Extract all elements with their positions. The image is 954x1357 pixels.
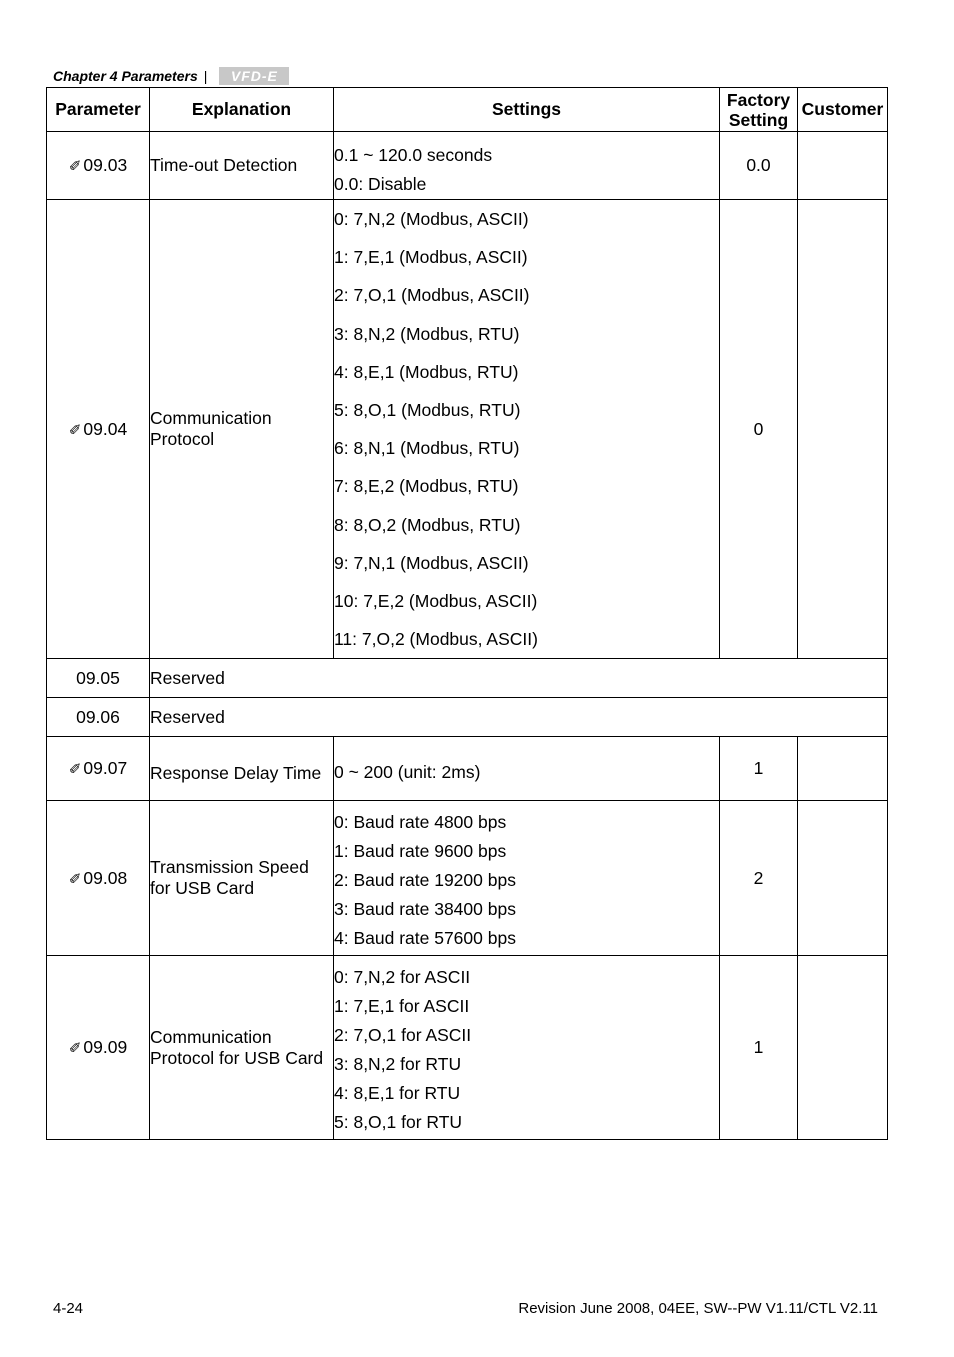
explanation-cell: Transmission Speed for USB Card	[150, 801, 334, 956]
setting-option: 1: Baud rate 9600 bps	[334, 840, 507, 861]
factory-setting-cell: 0	[720, 200, 798, 659]
setting-option: 2: Baud rate 19200 bps	[334, 869, 516, 890]
parameter-code: 09.03	[83, 155, 128, 175]
setting-option: 0.1 ~ 120.0 seconds	[334, 144, 493, 165]
setting-option: 1: 7,E,1 for ASCII	[334, 995, 470, 1016]
header-separator: |	[203, 68, 208, 84]
table-row	[47, 659, 888, 698]
table-row	[47, 698, 888, 737]
settings-cell	[334, 956, 720, 1140]
parameter-cell	[47, 132, 150, 200]
pen-icon: ✐	[68, 1040, 82, 1058]
setting-option: 4: Baud rate 57600 bps	[334, 927, 516, 948]
settings-cell	[334, 737, 720, 801]
setting-option: 0: 7,N,2 (Modbus, ASCII)	[334, 209, 529, 229]
table-row	[47, 132, 888, 200]
table-body	[47, 132, 888, 1140]
parameter-cell	[47, 737, 150, 801]
factory-setting-cell: 2	[720, 801, 798, 956]
explanation-cell: Response Delay Time	[150, 737, 334, 801]
customer-cell[interactable]	[798, 801, 888, 956]
setting-option: 5: 8,O,1 (Modbus, RTU)	[334, 400, 521, 421]
table-header-row	[47, 88, 888, 132]
setting-option: 3: 8,N,2 (Modbus, RTU)	[334, 323, 520, 344]
column-header-parameter: Parameter	[47, 88, 150, 132]
parameter-cell	[47, 956, 150, 1140]
setting-option: 10: 7,E,2 (Modbus, ASCII)	[334, 591, 538, 612]
setting-option: 4: 8,E,1 (Modbus, RTU)	[334, 361, 519, 382]
setting-option: 3: 8,N,2 for RTU	[334, 1053, 462, 1074]
setting-option: 0.0: Disable	[334, 173, 427, 194]
factory-setting-cell: 1	[720, 956, 798, 1140]
explanation-cell: Reserved	[150, 698, 888, 737]
chapter-title: Chapter 4 Parameters	[53, 68, 198, 84]
pen-icon: ✐	[68, 870, 82, 888]
setting-option: 9: 7,N,1 (Modbus, ASCII)	[334, 552, 529, 573]
factory-setting-cell: 1	[720, 737, 798, 801]
setting-option: 3: Baud rate 38400 bps	[334, 898, 516, 919]
setting-option: 2: 7,O,1 for ASCII	[334, 1024, 472, 1045]
parameter-code: 09.04	[83, 418, 128, 439]
table-row	[47, 737, 888, 801]
parameter-code: 09.05	[76, 667, 120, 688]
parameter-code: 09.08	[83, 867, 128, 888]
table-row	[47, 200, 888, 659]
setting-option: 1: 7,E,1 (Modbus, ASCII)	[334, 247, 528, 268]
table-row	[47, 956, 888, 1140]
parameter-cell	[47, 801, 150, 956]
setting-option: 2: 7,O,1 (Modbus, ASCII)	[334, 285, 530, 306]
parameter-code: 09.09	[83, 1037, 128, 1058]
settings-cell	[334, 200, 720, 659]
setting-option: 8: 8,O,2 (Modbus, RTU)	[334, 514, 521, 535]
setting-option: 11: 7,O,2 (Modbus, ASCII)	[334, 629, 538, 650]
settings-cell	[334, 132, 720, 200]
explanation-cell: Time-out Detection	[150, 132, 334, 200]
column-header-factory-setting: Factory Setting	[720, 88, 798, 132]
explanation-cell: Communication Protocol	[150, 200, 334, 659]
settings-cell	[334, 801, 720, 956]
setting-option: 7: 8,E,2 (Modbus, RTU)	[334, 476, 519, 497]
customer-cell[interactable]	[798, 200, 888, 659]
parameter-cell	[47, 698, 150, 737]
parameter-code: 09.06	[76, 706, 120, 727]
customer-cell[interactable]	[798, 737, 888, 801]
pen-icon: ✐	[68, 761, 82, 779]
setting-option: 4: 8,E,1 for RTU	[334, 1082, 461, 1103]
parameter-table	[46, 87, 888, 1140]
setting-option: 0: 7,N,2 for ASCII	[334, 966, 471, 987]
page-number: 4-24	[53, 1300, 84, 1317]
vfd-e-logo: VFD-E	[219, 67, 289, 85]
customer-cell[interactable]	[798, 132, 888, 200]
pen-icon: ✐	[68, 158, 82, 175]
explanation-cell: Reserved	[150, 659, 888, 698]
parameter-code: 09.07	[83, 758, 128, 779]
table-row	[47, 801, 888, 956]
setting-option: 5: 8,O,1 for RTU	[334, 1111, 463, 1132]
pen-icon: ✐	[68, 421, 82, 439]
setting-option: 0 ~ 200 (unit: 2ms)	[334, 762, 481, 783]
setting-option: 6: 8,N,1 (Modbus, RTU)	[334, 438, 520, 459]
factory-setting-cell: 0.0	[720, 132, 798, 200]
revision-info: Revision June 2008, 04EE, SW--PW V1.11/CTL V2.11	[518, 1300, 878, 1317]
page-header	[53, 66, 289, 86]
setting-option: 0: Baud rate 4800 bps	[334, 811, 507, 832]
column-header-explanation: Explanation	[150, 88, 334, 132]
customer-cell[interactable]	[798, 956, 888, 1140]
explanation-cell: Communication Protocol for USB Card	[150, 956, 334, 1140]
column-header-settings: Settings	[334, 88, 720, 132]
parameter-cell	[47, 200, 150, 659]
column-header-customer: Customer	[798, 88, 888, 132]
parameter-cell	[47, 659, 150, 698]
